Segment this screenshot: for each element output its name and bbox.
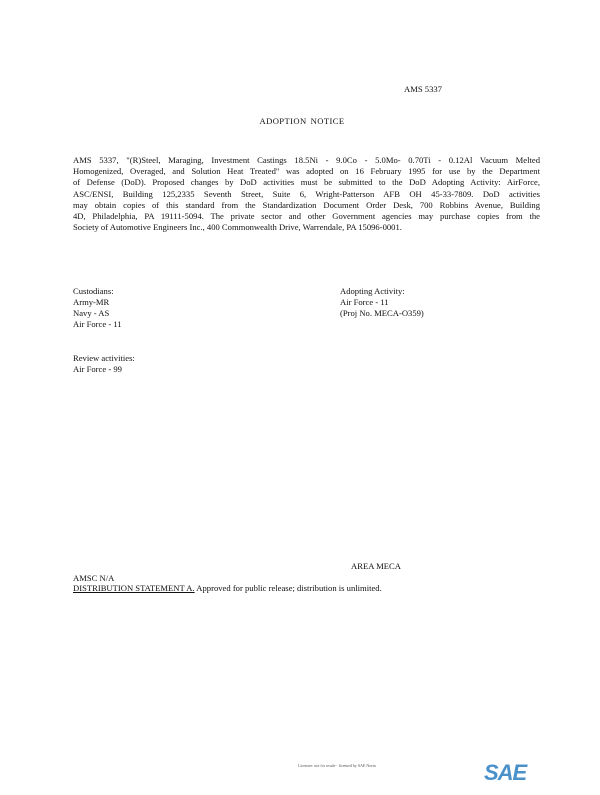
amsc-label: AMSC N/A — [73, 573, 115, 583]
adoption-paragraph — [73, 155, 540, 233]
paragraph-line: ASC/ENSI, Building 125,2335 Seventh Street, Suite 6, Wright-Patterson AFB OH 45-33-7809. DoD activities — [73, 188, 540, 199]
custodians-block — [73, 286, 122, 330]
distribution-label: DISTRIBUTION STATEMENT A. — [73, 583, 195, 593]
sae-logo-mark-icon: SAE — [484, 760, 527, 785]
paragraph-line: may obtain copies of this standard from the Standardization Document Order Desk, 700 Robbins Avenue, Building — [73, 199, 540, 210]
adopting-activity-block — [340, 286, 424, 319]
title-word-adoption: ADOPTION — [259, 116, 307, 126]
area-label: AREA MECA — [351, 561, 401, 571]
paragraph-line: Homogenized, Overaged, and Solution Heat Treated" was adopted on 16 February 1995 for use by the Department — [73, 166, 540, 177]
adopting-item: (Proj No. MECA-O359) — [340, 308, 424, 318]
custodian-item: Navy - AS — [73, 308, 110, 318]
title-word-notice: NOTICE — [310, 116, 345, 126]
license-footer-note: Licensee: not for resale - licensed by SAE Norm — [298, 763, 376, 768]
paragraph-line: Society of Automotive Engineers Inc., 400 Commonwealth Drive, Warrendale, PA 15096-0001. — [73, 222, 402, 233]
adopting-heading: Adopting Activity: — [340, 286, 405, 296]
custodian-item: Air Force - 11 — [73, 319, 122, 329]
document-number: AMS 5337 — [404, 84, 442, 94]
distribution-statement — [73, 583, 382, 594]
adopting-item: Air Force - 11 — [340, 297, 389, 307]
custodians-heading: Custodians: — [73, 286, 114, 296]
review-heading: Review activities: — [73, 353, 135, 363]
review-activities-block — [73, 353, 135, 375]
sae-norm-logo — [484, 760, 596, 790]
review-item: Air Force - 99 — [73, 364, 122, 374]
distribution-text: Approved for public release; distribution is unlimited. — [194, 583, 382, 593]
paragraph-line: of Defense (DoD). Proposed changes by DoD activities must be submitted to the DoD Adopting Activity: AirForce, — [73, 177, 540, 188]
paragraph-line: AMS 5337, "(R)Steel, Maraging, Investment Castings 18.5Ni - 9.0Co - 5.0Mo- 0.70Ti - 0.12Al Vacuum Melted — [73, 155, 540, 165]
page-title — [0, 116, 600, 127]
paragraph-line: 4D, Philadelphia, PA 19111-5094. The private sector and other Government agencies may purchase copies from the — [73, 211, 540, 222]
custodian-item: Army-MR — [73, 297, 110, 307]
